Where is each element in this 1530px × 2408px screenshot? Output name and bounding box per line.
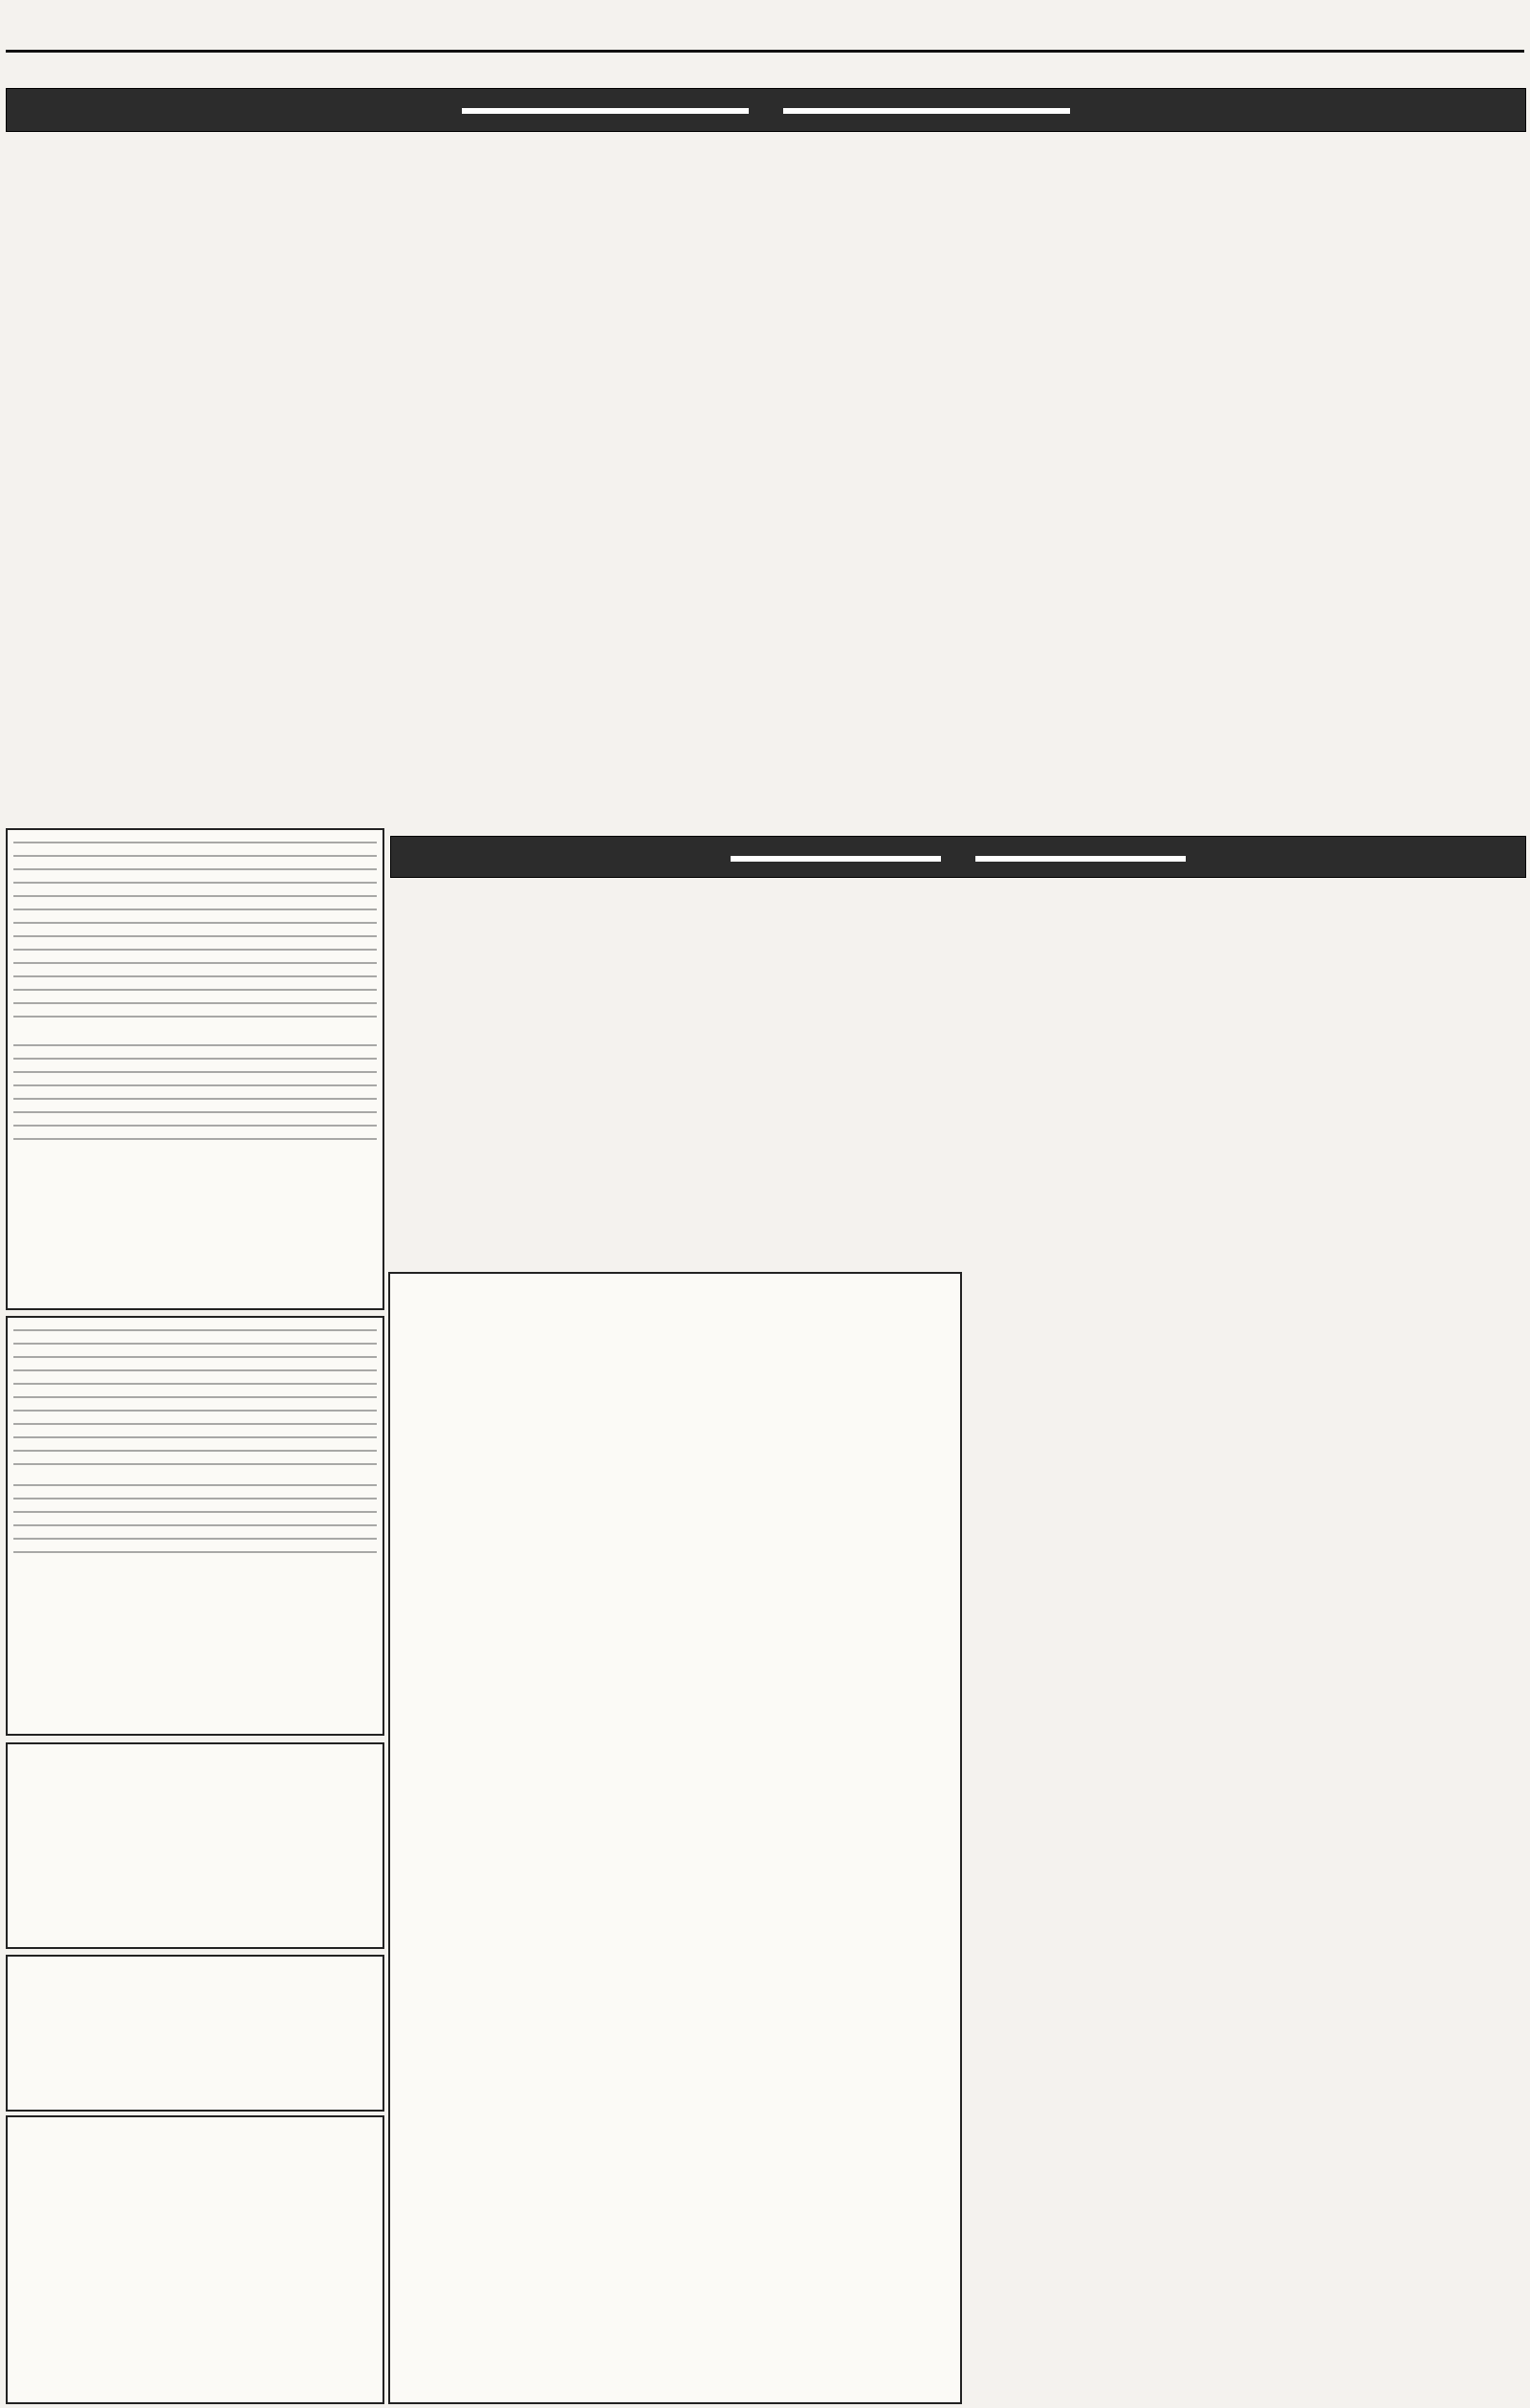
govt-advertisement xyxy=(388,1272,962,2404)
urdu-notice-1-footer xyxy=(13,1039,377,1144)
notice-number-plate xyxy=(6,1955,384,2112)
urdu-notice-1 xyxy=(6,828,384,1310)
urdu-notice-2 xyxy=(6,1316,384,1736)
masthead xyxy=(6,8,1524,53)
section-banner-top xyxy=(6,88,1526,132)
urdu-notice-1-text xyxy=(13,836,377,1027)
urdu-notice-2-text xyxy=(13,1324,377,1467)
newspaper-logo xyxy=(704,4,819,52)
notice-electricity xyxy=(6,1742,384,1949)
urdu-notice-2-footer xyxy=(13,1478,377,1565)
public-notice-school xyxy=(6,2115,384,2404)
section-banner-middle xyxy=(390,836,1526,878)
